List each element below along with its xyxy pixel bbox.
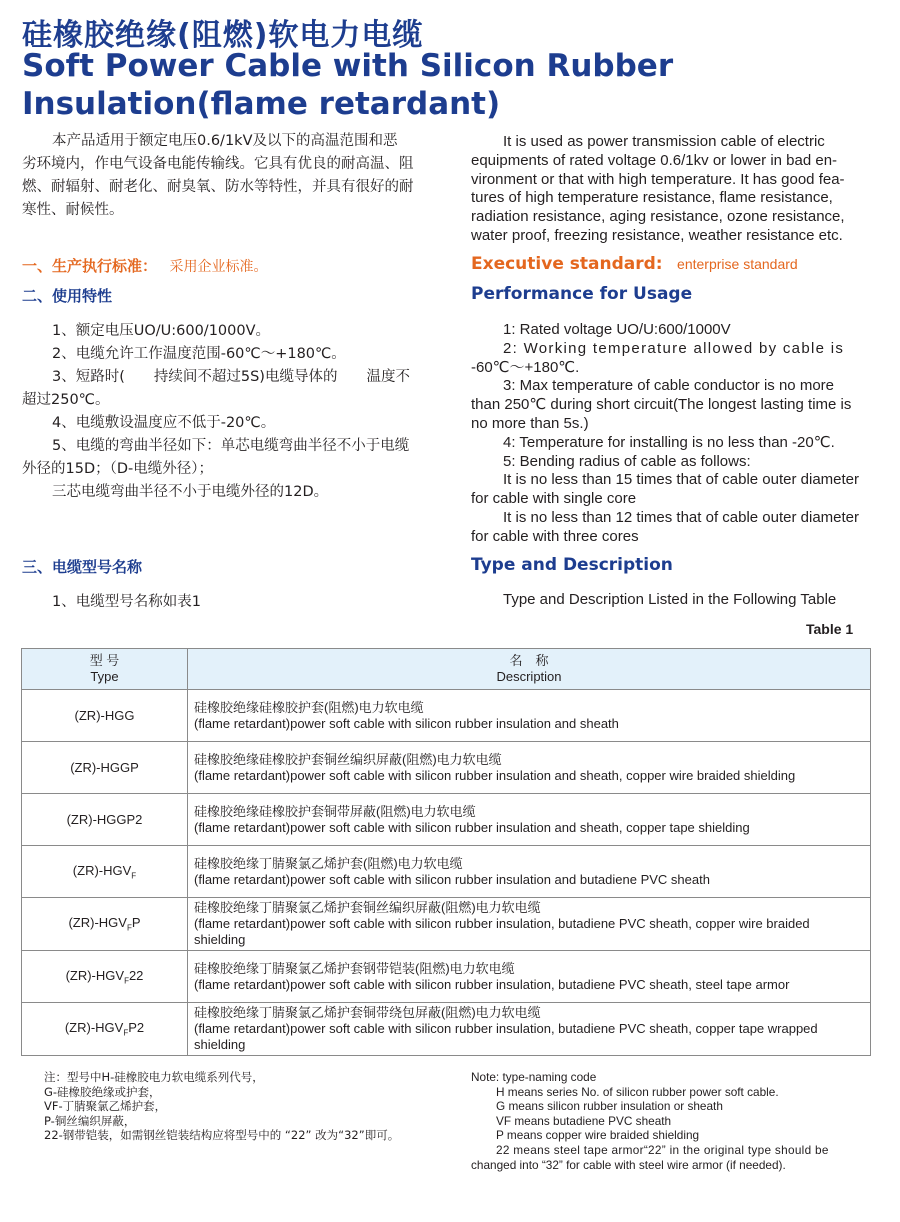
table-cell-desc (188, 1003, 871, 1056)
intro-en-line: water proof, freezing resistance, weather resistance etc. (471, 226, 843, 244)
performance-en-item: than 250℃ during short circuit(The longest lasting time is (471, 396, 852, 414)
performance-list-cn (22, 320, 427, 504)
type-heading-cn: 三、电缆型号名称 (22, 558, 143, 576)
table-cell-type (22, 846, 188, 898)
table-cell-type (22, 742, 188, 794)
performance-en-item: -60℃～+180℃. (471, 358, 580, 376)
desc-cn: 硅橡胶绝缘硅橡胶护套铜丝编织屏蔽(阻燃)电力软电缆 (194, 751, 502, 767)
table-row (22, 690, 871, 742)
type-heading-en: Type and Description (471, 555, 673, 575)
intro-en-line: tures of high temperature resistance, flame resistance, (471, 189, 833, 207)
type-code: (ZR)-HGV (72, 862, 132, 878)
note-en-line: H means series No. of silicon rubber power soft cable. (496, 1084, 779, 1099)
type-code: (ZR)-HGG (74, 708, 135, 723)
type-code-suffix: P2 (128, 1020, 145, 1036)
standard-cn-value: 采用企业标准。 (169, 258, 268, 274)
performance-heading-cn: 二、使用特性 (22, 287, 113, 305)
intro-cn-line: 劣环境内，作电气设备电能传输线。它具有优良的耐高温、阻 (22, 156, 414, 172)
table-header-type (22, 649, 188, 690)
notes-cn (44, 1070, 454, 1143)
performance-en-item: for cable with single core (471, 490, 637, 508)
performance-en-item: 3: Max temperature of cable conductor is no more (503, 377, 834, 395)
note-en-line: Note: type-naming code (471, 1070, 597, 1084)
table-cell-type (22, 898, 188, 951)
desc-en: (flame retardant)power soft cable with silicon rubber insulation, butadiene PVC sheath, steel tape armor (194, 976, 790, 992)
table-cell-desc (188, 846, 871, 898)
page-title-cn: 硅橡胶绝缘(阻燃)软电力电缆 (22, 18, 424, 53)
type-code-subscript: F (123, 1028, 129, 1038)
table-cell-type (22, 690, 188, 742)
performance-cn-item: 2、电缆允许工作温度范围-60℃～+180℃。 (52, 346, 346, 362)
table-cell-desc (188, 794, 871, 846)
table-row (22, 794, 871, 846)
intro-cn-line: 寒性、耐候性。 (22, 202, 124, 218)
intro-en-line: radiation resistance, aging resistance, ozone resistance, (471, 208, 845, 226)
table-header-type-en: Type (90, 669, 119, 684)
note-en-line: 22 means steel tape armor“22” in the original type should be (496, 1142, 829, 1157)
performance-en-item: 5: Bending radius of cable as follows: (503, 452, 751, 470)
performance-cn-item: 外径的15D；（D-电缆外径）； (22, 461, 214, 477)
note-cn-line: 22-钢带铠装，如需钢丝铠装结构应将型号中的 “22” 改为“32”即可。 (44, 1128, 400, 1143)
performance-en-item: 1: Rated voltage UO/U:600/1000V (503, 321, 731, 338)
table-header-type-cn: 型 号 (89, 653, 120, 668)
intro-en-line: It is used as power transmission cable of electric (503, 133, 825, 150)
performance-cn-item: 1、额定电压UO/U:600/1000V。 (52, 323, 271, 339)
note-en-line: changed into “32” for cable with steel wire armor (if needed). (471, 1157, 786, 1172)
table-cell-type (22, 1003, 188, 1056)
performance-cn-item: 超过250℃。 (22, 392, 110, 408)
type-code: (ZR)-HGV (65, 967, 125, 983)
standard-cn (22, 255, 267, 276)
performance-en-item: for cable with three cores (471, 527, 639, 545)
standard-cn-label: 一、生产执行标准： (22, 257, 158, 275)
standard-en (471, 254, 798, 274)
desc-en: (flame retardant)power soft cable with silicon rubber insulation, butadiene PVC sheath, copper wire braided shielding (194, 916, 810, 947)
table-row (22, 846, 871, 898)
type-code: (ZR)-HGGP (70, 760, 139, 775)
cable-type-table (21, 648, 871, 1056)
type-line-en: Type and Description Listed in the Following Table (503, 591, 837, 608)
table-cell-desc (188, 742, 871, 794)
performance-en-item: It is no less than 12 times that of cable outer diameter (503, 508, 860, 526)
performance-en-item: It is no less than 15 times that of cable outer diameter (503, 471, 860, 489)
table-header-row (22, 649, 871, 690)
table-header-desc (188, 649, 871, 690)
desc-cn: 硅橡胶绝缘丁腈聚氯乙烯护套铜带绕包屏蔽(阻燃)电力软电缆 (194, 1005, 541, 1020)
type-code: (ZR)-HGV (64, 1020, 124, 1036)
desc-en: (flame retardant)power soft cable with silicon rubber insulation and sheath, copper wire braided shielding (194, 767, 796, 783)
table-row (22, 951, 871, 1003)
table-row (22, 742, 871, 794)
desc-en: (flame retardant)power soft cable with silicon rubber insulation and sheath (194, 715, 619, 731)
type-line-cn: 1、电缆型号名称如表1 (52, 594, 201, 610)
standard-en-label: Executive standard: (471, 254, 663, 274)
note-cn-line: VF-丁腈聚氯乙烯护套， (44, 1099, 167, 1114)
type-code-subscript: F (126, 923, 132, 933)
desc-en: (flame retardant)power soft cable with silicon rubber insulation and butadiene PVC sheath (194, 871, 710, 887)
note-cn-line: 注：型号中H-硅橡胶电力软电缆系列代号， (44, 1070, 264, 1084)
table-row (22, 898, 871, 951)
desc-cn: 硅橡胶绝缘丁腈聚氯乙烯护套(阻燃)电力软电缆 (194, 855, 463, 871)
standard-en-value: enterprise standard (677, 256, 798, 272)
table-cell-type (22, 794, 188, 846)
performance-cn-item: 4、电缆敷设温度应不低于-20℃。 (52, 415, 276, 431)
table-header-desc-en: Description (496, 669, 562, 684)
intro-cn-line: 本产品适用于额定电压0.6/1kV及以下的高温范围和恶 (52, 133, 398, 149)
table-cell-type (22, 951, 188, 1003)
desc-cn: 硅橡胶绝缘硅橡胶护套(阻燃)电力软电缆 (194, 699, 424, 715)
intro-cn-line: 燃、耐辐射、耐老化、耐臭氧、防水等特性，并具有很好的耐 (22, 179, 414, 195)
page-title-en-line1: Soft Power Cable with Silicon Rubber (22, 48, 674, 84)
notes-en (471, 1070, 873, 1172)
desc-cn: 硅橡胶绝缘硅橡胶护套铜带屏蔽(阻燃)电力软电缆 (194, 803, 476, 819)
type-code-subscript: F (124, 976, 129, 986)
type-code-suffix: P (131, 915, 141, 931)
note-en-line: G means silicon rubber insulation or sheath (496, 1099, 723, 1114)
intro-en-line: equipments of rated voltage 0.6/1kv or lower in bad en- (471, 151, 838, 169)
performance-en-item: 4: Temperature for installing is no less than -20℃. (503, 433, 835, 451)
performance-heading-en: Performance for Usage (471, 284, 693, 304)
note-cn-line: G-硅橡胶绝缘或护套， (44, 1084, 161, 1099)
table-cell-desc (188, 690, 871, 742)
desc-en: (flame retardant)power soft cable with silicon rubber insulation and sheath, copper tape shielding (194, 819, 750, 835)
desc-en: (flame retardant)power soft cable with silicon rubber insulation, butadiene PVC sheath, copper tape wrapped shielding (194, 1021, 818, 1052)
intro-en-line: vironment or that with high temperature. It has good fea- (471, 170, 845, 188)
intro-en (471, 133, 873, 246)
page-title-en-line2: Insulation(flame retardant) (22, 86, 501, 122)
type-code: (ZR)-HGGP2 (66, 812, 143, 827)
note-en-line: P means copper wire braided shielding (496, 1128, 700, 1143)
desc-cn: 硅橡胶绝缘丁腈聚氯乙烯护套钢带铠装(阻燃)电力软电缆 (194, 960, 515, 976)
type-code-subscript: F (131, 871, 137, 881)
note-en-line: VF means butadiene PVC sheath (496, 1113, 672, 1128)
table-cell-desc (188, 898, 871, 951)
performance-en-item: 2: Working temperature allowed by cable is (503, 339, 845, 357)
table-header-desc-cn: 名 称 (509, 653, 549, 668)
table-cell-desc (188, 951, 871, 1003)
type-code: (ZR)-HGV (68, 915, 127, 931)
performance-en-item: no more than 5s.) (471, 414, 589, 432)
table-label: Table 1 (806, 621, 854, 637)
performance-cn-item: 三芯电缆弯曲半径不小于电缆外径的12D。 (52, 484, 329, 500)
table-row (22, 1003, 871, 1056)
desc-cn: 硅橡胶绝缘丁腈聚氯乙烯护套铜丝编织屏蔽(阻燃)电力软电缆 (194, 900, 541, 915)
note-cn-line: P-铜丝编织屏蔽， (44, 1113, 136, 1128)
performance-cn-item: 5、电缆的弯曲半径如下：单芯电缆弯曲半径不小于电缆 (52, 438, 410, 454)
performance-cn-item: 3、短路时( 持续间不超过5S)电缆导体的 温度不 (52, 369, 410, 385)
performance-list-en (471, 321, 873, 547)
intro-cn (22, 130, 427, 222)
type-code-suffix: 22 (128, 967, 144, 983)
